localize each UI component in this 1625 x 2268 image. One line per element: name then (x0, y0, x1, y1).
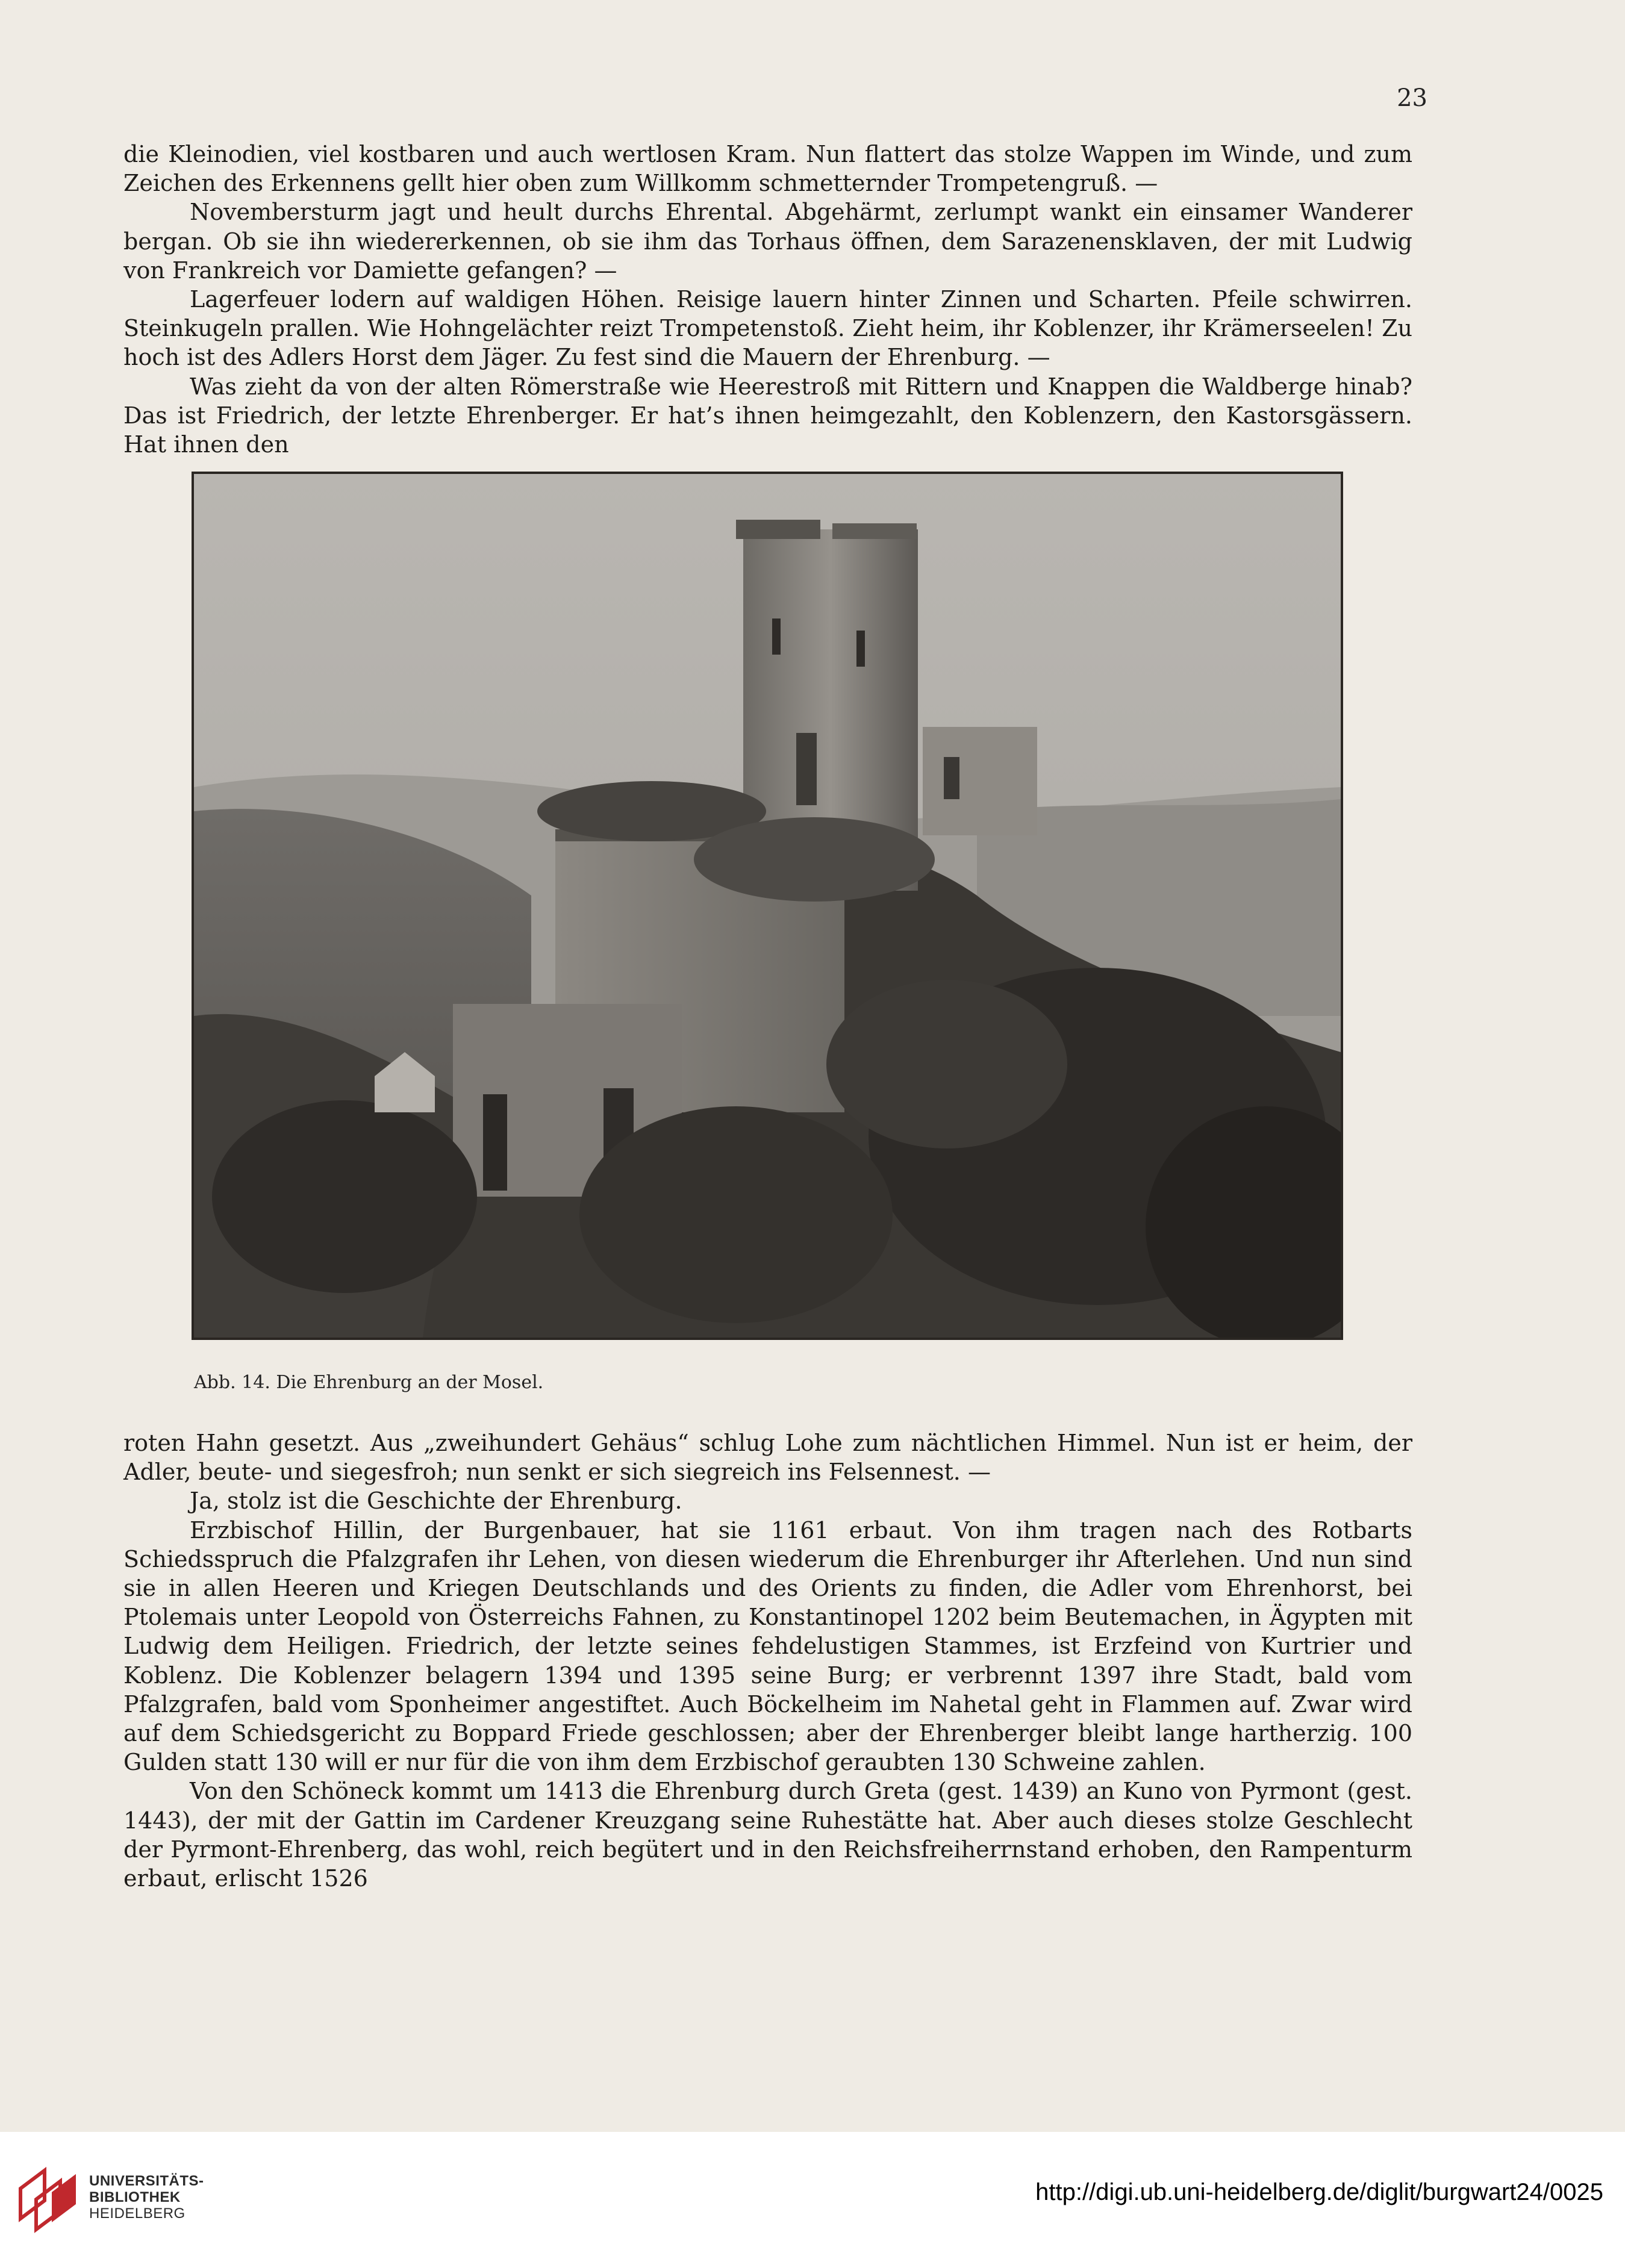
paragraph: die Kleinodien, viel kostbaren und auch wertlosen Kram. Nun flattert das stolze Wappen im Winde, und zum Zeichen des Erkennens gellt hier oben zum Willkomm schmetternder Trompetengruß. — (123, 141, 1412, 197)
text-block-bottom (123, 1428, 1412, 1893)
library-logo-icon (14, 2164, 84, 2234)
paragraph: roten Hahn gesetzt. Aus „zweihundert Gehäus“ schlug Lohe zum nächtlichen Himmel. Nun ist er heim, der Adler, beute- und siegesfroh; nun senkt er sich siegreich ins Felsennest. — (123, 1430, 1412, 1486)
paragraph: Was zieht da von der alten Römerstraße wie Heerestroß mit Rittern und Knappen die Waldberge hinab? Das ist Friedrich, der letzte Ehrenberger. Er hat’s ihnen heimgezahlt, den Koblenzern, den Kastorsgässern. Hat ihnen den (123, 373, 1412, 458)
paragraph: Von den Schöneck kommt um 1413 die Ehrenburg durch Greta (gest. 1439) an Kuno von Pyrmont (gest. 1443), der mit der Gattin im Cardener Kreuzgang seine Ruhestätte hat. Aber auch dieses stolze Geschlecht der Pyrmont-Ehrenberg, das wohl, reich begütert und in den Reichsfreiherrnstand erhoben, den Rampenturm erbaut, erlischt 1526 (123, 1778, 1412, 1892)
library-logo[interactable] (14, 2164, 204, 2237)
paragraph: Ja, stolz ist die Geschichte der Ehrenburg. (190, 1488, 682, 1515)
library-name-line: HEIDELBERG (89, 2205, 186, 2222)
castle-photograph (192, 472, 1343, 1340)
figure-caption: Abb. 14. Die Ehrenburg an der Mosel. (194, 1372, 544, 1393)
library-name-line: UNIVERSITÄTS- (89, 2173, 204, 2189)
paragraph: Erzbischof Hillin, der Burgenbauer, hat sie 1161 erbaut. Von ihm tragen nach des Rotbarts Schiedsspruch die Pfalzgrafen ihr Lehen, von diesen wiederum die Ehrenburger ihr Afterlehen. Und nun sind sie in allen Heeren und Kriegen Deutschlands und des Orients zu finden, die Adler vom Ehrenhorst, bei Ptolemais unter Leopold von Österreichs Fahnen, zu Konstantinopel 1202 beim Beutemachen, in Ägypten mit Ludwig dem Heiligen. Friedrich, der letzte seines fehdelustigen Stammes, ist Erzfeind von Kurtrier und Koblenz. Die Koblenzer belagern 1394 und 1395 seine Burg; er verbrennt 1397 ihre Stadt, bald vom Pfalzgrafen, bald vom Sponheimer angestiftet. Auch Böckelheim im Nahetal geht in Flammen auf. Zwar wird auf dem Schiedsgericht zu Boppard Friede geschlossen; aber der Ehrenberger bleibt lange hartherzig. 100 Gulden statt 130 will er nur für die von ihm dem Erzbischof geraubten 130 Schweine zahlen. (123, 1516, 1412, 1776)
library-name-line: BIBLIOTHEK (89, 2189, 181, 2205)
viewer-footer (0, 2132, 1625, 2268)
page-number: 23 (1397, 84, 1427, 112)
library-name (89, 2173, 204, 2222)
paragraph: Novembersturm jagt und heult durchs Ehrental. Abgehärmt, zerlumpt wankt ein einsamer Wanderer bergan. Ob sie ihn wiedererkennen, ob sie ihm das Torhaus öffnen, dem Sarazenensklaven, der mit Ludwig von Frankreich vor Damiette gefangen? — (123, 199, 1412, 284)
paragraph: Lagerfeuer lodern auf waldigen Höhen. Reisige lauern hinter Zinnen und Scharten. Pfeile schwirren. Steinkugeln prallen. Wie Hohngelächter reizt Trompetenstoß. Zieht heim, ihr Koblenzer, ihr Krämerseelen! Zu hoch ist des Adlers Horst dem Jäger. Zu fest sind die Mauern der Ehrenburg. — (123, 286, 1412, 371)
permalink-url[interactable]: http://digi.ub.uni-heidelberg.de/diglit/burgwart24/0025 (1035, 2179, 1603, 2205)
text-block-top (123, 140, 1412, 459)
castle-photograph-illustration (194, 474, 1341, 1338)
